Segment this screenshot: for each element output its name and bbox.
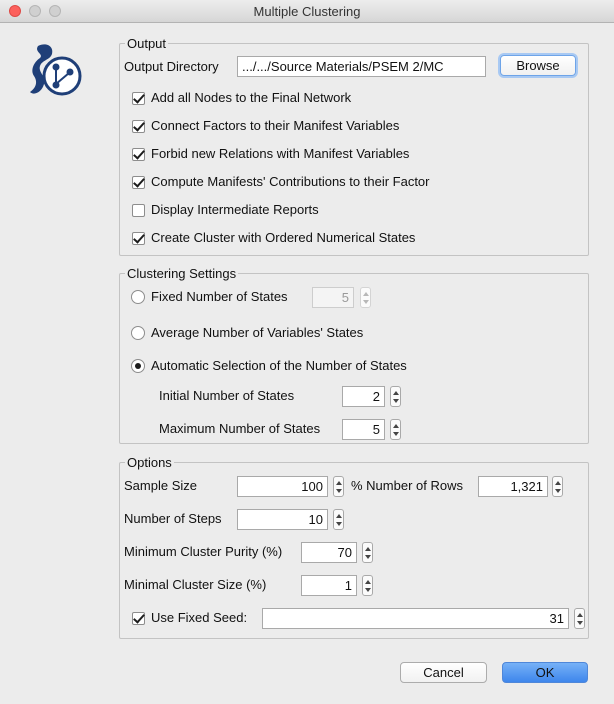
max-states-stepper[interactable] [390, 419, 401, 440]
average-states-label: Average Number of Variables' States [151, 325, 364, 340]
number-of-rows-label: % Number of Rows [351, 478, 463, 493]
ordered-states-checkbox[interactable] [132, 232, 145, 245]
fixed-seed-label: Use Fixed Seed: [151, 610, 248, 625]
number-of-steps-label: Number of Steps [124, 511, 222, 526]
ok-button[interactable]: OK [502, 662, 588, 683]
add-all-nodes-label: Add all Nodes to the Final Network [151, 90, 352, 105]
forbid-relations-checkbox[interactable] [132, 148, 145, 161]
clustering-settings-legend: Clustering Settings [127, 266, 237, 281]
initial-states-label: Initial Number of States [159, 388, 295, 403]
add-all-nodes-checkbox[interactable] [132, 92, 145, 105]
number-of-steps-stepper[interactable] [333, 509, 344, 530]
cancel-button[interactable]: Cancel [400, 662, 487, 683]
max-states-label: Maximum Number of States [159, 421, 321, 436]
cluster-purity-label: Minimum Cluster Purity (%) [124, 544, 283, 559]
fixed-seed-input[interactable]: 31 [262, 608, 569, 629]
cluster-purity-input[interactable]: 70 [301, 542, 357, 563]
output-directory-field[interactable]: .../.../Source Materials/PSEM 2/MC [237, 56, 486, 77]
initial-states-stepper[interactable] [390, 386, 401, 407]
sample-size-label: Sample Size [124, 478, 197, 493]
cluster-size-label: Minimal Cluster Size (%) [124, 577, 267, 592]
fixed-seed-checkbox[interactable] [132, 612, 145, 625]
display-reports-label: Display Intermediate Reports [151, 202, 319, 217]
ordered-states-label: Create Cluster with Ordered Numerical States [151, 230, 416, 245]
fixed-seed-stepper[interactable] [574, 608, 585, 629]
fixed-states-input[interactable]: 5 [312, 287, 354, 308]
options-legend: Options [127, 455, 172, 470]
cluster-size-input[interactable]: 1 [301, 575, 357, 596]
connect-factors-label: Connect Factors to their Manifest Variables [151, 118, 400, 133]
sample-size-stepper[interactable] [333, 476, 344, 497]
connect-factors-checkbox[interactable] [132, 120, 145, 133]
browse-button[interactable]: Browse [500, 55, 576, 76]
number-of-rows-field[interactable]: 1,321 [478, 476, 548, 497]
max-states-input[interactable]: 5 [342, 419, 385, 440]
automatic-states-radio[interactable] [131, 359, 145, 373]
compute-contributions-checkbox[interactable] [132, 176, 145, 189]
number-of-rows-stepper[interactable] [552, 476, 563, 497]
title-bar [0, 0, 614, 23]
output-directory-label: Output Directory [124, 59, 219, 74]
sample-size-input[interactable]: 100 [237, 476, 328, 497]
average-states-radio[interactable] [131, 326, 145, 340]
output-legend: Output [127, 36, 167, 51]
forbid-relations-label: Forbid new Relations with Manifest Variables [151, 146, 410, 161]
fixed-states-radio[interactable] [131, 290, 145, 304]
automatic-states-label: Automatic Selection of the Number of States [151, 358, 407, 373]
compute-contributions-label: Compute Manifests' Contributions to their Factor [151, 174, 430, 189]
fixed-states-stepper[interactable] [360, 287, 371, 308]
initial-states-input[interactable]: 2 [342, 386, 385, 407]
fixed-states-label: Fixed Number of States [151, 289, 288, 304]
cluster-purity-stepper[interactable] [362, 542, 373, 563]
display-reports-checkbox[interactable] [132, 204, 145, 217]
window-title: Multiple Clustering [253, 4, 361, 19]
number-of-steps-input[interactable]: 10 [237, 509, 328, 530]
bayesia-network-logo-icon [24, 40, 88, 104]
cluster-size-stepper[interactable] [362, 575, 373, 596]
